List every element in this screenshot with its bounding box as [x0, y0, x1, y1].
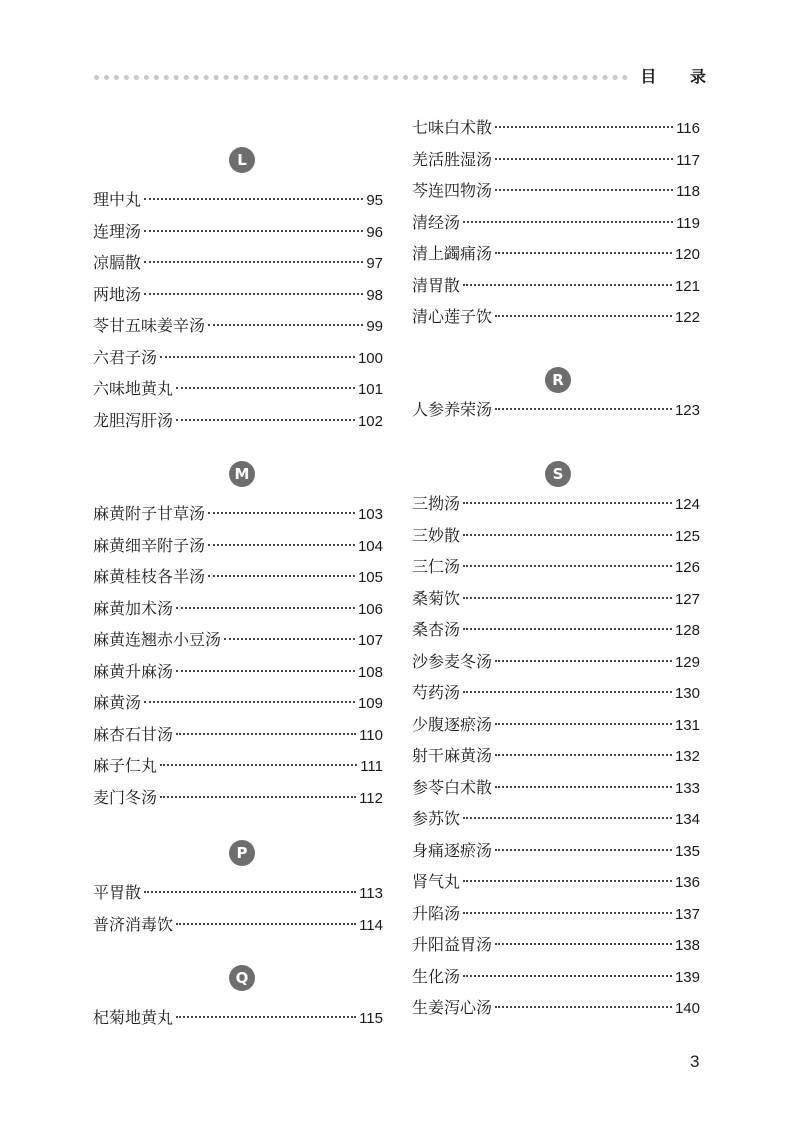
toc-entry-title: 凉膈散 — [93, 253, 142, 272]
toc-entry-title: 麻黄细辛附子汤 — [93, 535, 206, 555]
section-letter-badge: Q — [229, 965, 255, 991]
toc-entry-page: 132 — [674, 748, 700, 765]
toc-entry-page: 113 — [359, 885, 383, 902]
page-number: 3 — [690, 1052, 700, 1071]
dot-leader — [495, 1006, 672, 1008]
toc-entry[interactable] — [412, 713, 700, 737]
dot-leader — [144, 230, 363, 232]
dot-leader — [495, 754, 672, 756]
toc-entry-page: 102 — [357, 412, 383, 430]
dot-leader — [463, 502, 672, 504]
toc-entry-title: 沙参麦冬汤 — [412, 651, 493, 671]
toc-entry-title: 芩连四物汤 — [412, 181, 493, 200]
toc-entry-page: 107 — [357, 632, 383, 649]
toc-entry[interactable] — [412, 274, 700, 298]
toc-entry[interactable] — [412, 524, 700, 548]
toc-entry[interactable] — [93, 188, 383, 212]
toc-entry-page: 104 — [357, 537, 383, 555]
dot-leader — [463, 221, 673, 223]
toc-entry-title: 升阳益胃汤 — [412, 935, 493, 954]
dot-leader — [176, 733, 356, 735]
toc-entry[interactable] — [412, 902, 700, 926]
dot-leader — [495, 189, 673, 191]
dot-leader — [463, 628, 672, 630]
toc-entry[interactable] — [93, 913, 383, 937]
toc-entry[interactable] — [93, 723, 383, 747]
dot-leader — [176, 1016, 356, 1018]
toc-entry[interactable] — [93, 502, 383, 526]
toc-entry-page: 95 — [366, 192, 383, 209]
toc-entry[interactable] — [93, 377, 383, 401]
toc-entry-title: 麻黄桂枝各半汤 — [93, 567, 206, 586]
toc-entry-title: 麻黄附子甘草汤 — [93, 504, 206, 523]
toc-entry-title: 芍药汤 — [412, 683, 461, 702]
dot-leader — [495, 252, 672, 254]
toc-entry-title: 生化汤 — [412, 966, 461, 986]
toc-entry-title: 六君子汤 — [93, 347, 158, 367]
toc-entry-page: 109 — [357, 695, 383, 712]
toc-entry-title: 清胃散 — [412, 275, 461, 295]
dot-leader — [495, 126, 673, 128]
section-letter-badge: P — [229, 840, 255, 866]
toc-entry-page: 103 — [357, 506, 383, 523]
toc-entry[interactable] — [412, 807, 700, 831]
dot-leader — [495, 158, 673, 160]
dot-leader — [495, 408, 672, 410]
toc-entry-title: 人参养荣汤 — [412, 400, 493, 419]
toc-entry-page: 114 — [359, 916, 383, 934]
toc-entry-page: 116 — [676, 120, 700, 137]
toc-entry-page: 136 — [674, 874, 700, 891]
dot-leader — [160, 356, 355, 358]
dot-leader — [463, 691, 672, 693]
toc-entry-page: 110 — [359, 726, 383, 744]
toc-entry-page: 139 — [674, 968, 700, 986]
dot-leader — [208, 575, 355, 577]
toc-entry-title: 麻杏石甘汤 — [93, 724, 174, 744]
toc-entry-title: 少腹逐瘀汤 — [412, 714, 493, 734]
toc-entry[interactable] — [412, 776, 700, 800]
toc-entry-page: 120 — [674, 246, 700, 263]
toc-entry-title: 清上蠲痛汤 — [412, 244, 493, 263]
toc-entry[interactable] — [412, 211, 700, 235]
toc-entry-page: 112 — [359, 789, 383, 807]
dot-leader — [208, 324, 363, 326]
dot-leader — [463, 880, 672, 882]
toc-entry[interactable] — [93, 1006, 383, 1030]
toc-entry-page: 126 — [674, 559, 700, 576]
dot-leader — [144, 198, 363, 200]
toc-entry[interactable] — [412, 618, 700, 642]
dot-leader — [176, 419, 355, 421]
toc-entry[interactable] — [93, 660, 383, 684]
toc-entry-page: 137 — [674, 905, 700, 923]
dot-leader — [463, 534, 672, 536]
toc-entry-title: 身痛逐瘀汤 — [412, 840, 493, 860]
toc-entry[interactable] — [93, 251, 383, 275]
toc-entry[interactable] — [412, 305, 700, 329]
toc-entry-title: 桑杏汤 — [412, 620, 461, 639]
toc-entry[interactable] — [93, 409, 383, 433]
toc-entry-title: 三妙散 — [412, 525, 461, 545]
dot-leader — [495, 315, 672, 317]
toc-entry-title: 普济消毒饮 — [93, 914, 174, 934]
dot-leader — [176, 387, 355, 389]
toc-entry-page: 131 — [674, 716, 700, 734]
section-letter-badge: R — [545, 367, 571, 393]
page-header — [94, 64, 720, 86]
toc-entry[interactable] — [412, 398, 700, 422]
dot-leader — [463, 597, 672, 599]
dot-leader — [495, 723, 672, 725]
toc-entry-page: 140 — [674, 1000, 700, 1017]
header-title: 目 录 — [640, 66, 720, 86]
dot-leader — [224, 638, 355, 640]
dot-leader — [144, 293, 363, 295]
toc-entry[interactable] — [93, 283, 383, 307]
toc-entry-title: 升陷汤 — [412, 903, 461, 923]
toc-entry-title: 桑菊饮 — [412, 588, 461, 608]
toc-entry[interactable] — [93, 881, 383, 905]
toc-entry-title: 参苏饮 — [412, 809, 461, 828]
toc-entry-title: 肾气丸 — [412, 872, 461, 891]
toc-entry[interactable] — [93, 691, 383, 715]
toc-entry[interactable] — [412, 242, 700, 266]
toc-entry-page: 130 — [674, 685, 700, 702]
toc-entry[interactable] — [412, 933, 700, 957]
toc-entry-title: 羌活胜湿汤 — [412, 149, 493, 169]
toc-entry[interactable] — [412, 116, 700, 140]
toc-entry-page: 99 — [366, 318, 383, 335]
toc-entry-title: 三拗汤 — [412, 494, 461, 513]
toc-entry-title: 苓甘五味姜辛汤 — [93, 316, 206, 335]
toc-entry-page: 111 — [360, 758, 383, 775]
toc-entry-page: 108 — [357, 663, 383, 681]
toc-entry[interactable] — [412, 839, 700, 863]
toc-entry-page: 101 — [357, 381, 383, 398]
toc-entry-page: 127 — [674, 590, 700, 608]
dot-leader — [495, 786, 672, 788]
toc-entry-page: 129 — [674, 653, 700, 671]
toc-entry[interactable] — [412, 681, 700, 705]
toc-entry[interactable] — [412, 965, 700, 989]
toc-entry[interactable] — [412, 555, 700, 579]
dot-leader — [144, 891, 356, 893]
toc-entry[interactable] — [93, 314, 383, 338]
toc-entry-page: 135 — [674, 842, 700, 860]
dot-leader — [176, 607, 355, 609]
toc-entry-title: 连理汤 — [93, 221, 142, 241]
dot-leader — [160, 796, 356, 798]
toc-entry-title: 三仁汤 — [412, 557, 461, 576]
dot-leader — [495, 849, 672, 851]
toc-entry[interactable] — [93, 534, 383, 558]
toc-entry-page: 121 — [674, 277, 700, 295]
toc-entry-page: 133 — [674, 779, 700, 797]
toc-entry[interactable] — [412, 492, 700, 516]
toc-entry[interactable] — [412, 650, 700, 674]
toc-entry-page: 98 — [366, 286, 383, 304]
toc-entry-page: 128 — [674, 622, 700, 639]
section-letter-badge: S — [545, 461, 571, 487]
toc-entry[interactable] — [412, 996, 700, 1020]
toc-entry-title: 麦门冬汤 — [93, 787, 158, 807]
toc-entry-page: 118 — [676, 183, 700, 200]
toc-entry-page: 134 — [674, 811, 700, 828]
dot-leader — [160, 764, 357, 766]
toc-entry-title: 麻黄连翘赤小豆汤 — [93, 630, 222, 649]
toc-entry-title: 生姜泻心汤 — [412, 998, 493, 1017]
toc-entry[interactable] — [412, 148, 700, 172]
toc-entry-page: 125 — [674, 527, 700, 545]
dot-leader — [144, 261, 363, 263]
toc-entry-page: 124 — [674, 496, 700, 513]
section-letter-badge: M — [229, 461, 255, 487]
toc-entry-title: 参苓白术散 — [412, 777, 493, 797]
dot-leader — [463, 912, 672, 914]
dot-leader — [144, 701, 355, 703]
toc-entry-title: 两地汤 — [93, 284, 142, 304]
toc-entry[interactable] — [412, 870, 700, 894]
header-dotted-rule — [94, 75, 628, 80]
toc-entry[interactable] — [93, 597, 383, 621]
toc-entry-page: 106 — [357, 600, 383, 618]
toc-entry-page: 117 — [676, 151, 700, 169]
dot-leader — [463, 565, 672, 567]
toc-entry[interactable] — [412, 744, 700, 768]
toc-entry-title: 麻子仁丸 — [93, 756, 158, 775]
toc-entry-page: 138 — [674, 937, 700, 954]
dot-leader — [495, 660, 672, 662]
toc-entry-title: 理中丸 — [93, 190, 142, 209]
toc-entry-page: 97 — [366, 255, 383, 272]
toc-entry-page: 100 — [357, 349, 383, 367]
dot-leader — [176, 670, 355, 672]
toc-entry[interactable] — [93, 220, 383, 244]
toc-entry-title: 清心莲子饮 — [412, 307, 493, 326]
toc-entry-title: 龙胆泻肝汤 — [93, 410, 174, 430]
toc-entry[interactable] — [93, 754, 383, 778]
toc-entry[interactable] — [93, 565, 383, 589]
dot-leader — [208, 544, 355, 546]
toc-entry-title: 平胃散 — [93, 883, 142, 902]
toc-entry-title: 麻黄升麻汤 — [93, 661, 174, 681]
toc-entry-page: 105 — [357, 569, 383, 586]
toc-entry[interactable] — [93, 786, 383, 810]
toc-entry-title: 射干麻黄汤 — [412, 746, 493, 765]
toc-entry-title: 麻黄加术汤 — [93, 598, 174, 618]
toc-entry-title: 麻黄汤 — [93, 693, 142, 712]
toc-entry-title: 六味地黄丸 — [93, 379, 174, 398]
toc-entry-page: 96 — [366, 223, 383, 241]
toc-entry-page: 122 — [674, 309, 700, 326]
dot-leader — [176, 923, 356, 925]
section-letter-badge: L — [229, 147, 255, 173]
toc-entry[interactable] — [93, 346, 383, 370]
dot-leader — [463, 284, 672, 286]
toc-entry-title: 杞菊地黄丸 — [93, 1008, 174, 1027]
toc-entry-page: 115 — [359, 1010, 383, 1027]
dot-leader — [463, 975, 672, 977]
dot-leader — [208, 512, 355, 514]
dot-leader — [495, 943, 672, 945]
toc-entry-page: 123 — [674, 402, 700, 419]
toc-entry[interactable] — [93, 628, 383, 652]
toc-entry[interactable] — [412, 587, 700, 611]
toc-entry[interactable] — [412, 179, 700, 203]
toc-entry-page: 119 — [676, 214, 700, 232]
dot-leader — [463, 817, 672, 819]
toc-entry-title: 七味白术散 — [412, 118, 493, 137]
toc-entry-title: 清经汤 — [412, 212, 461, 232]
